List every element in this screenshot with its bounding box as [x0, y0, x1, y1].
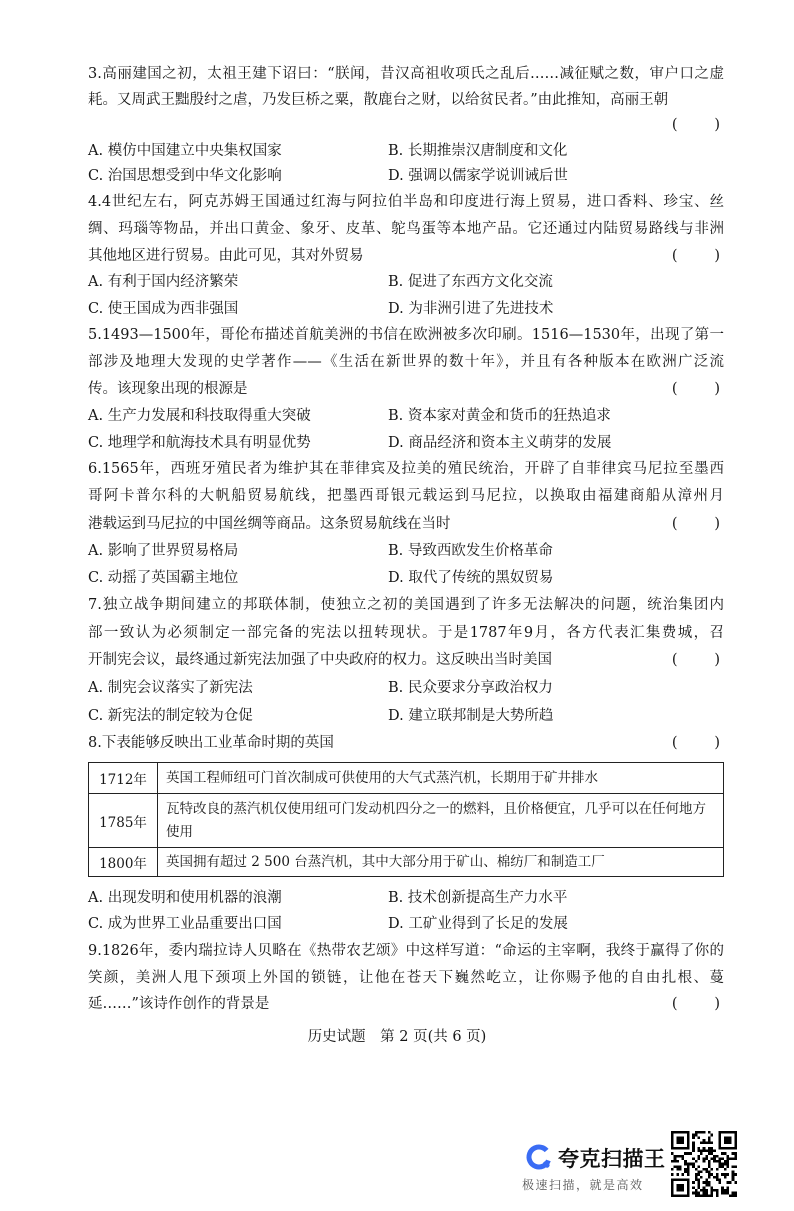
question-9 — [88, 938, 724, 1018]
option-d: D. 建立联邦制是大势所趋 — [388, 707, 554, 724]
question-stem-line: 港载运到马尼拉的中国丝绸等商品。这条贸易航线在当时 — [88, 515, 451, 532]
option-d: D. 工矿业得到了长足的发展 — [388, 916, 568, 932]
question-stem-line: 9.1826年，委内瑞拉诗人贝略在《热带农艺颂》中这样写道：“命运的主宰啊，我终于赢得了你的 — [88, 943, 724, 959]
option-b: B. 促进了东西方文化交流 — [388, 274, 553, 291]
question-stem-line: 8.下表能够反映出工业革命时期的英国 — [88, 735, 334, 751]
table-row — [89, 794, 724, 848]
answer-blank: ( ) — [671, 996, 720, 1013]
watermark-brand: 夸克扫描王 — [558, 1147, 666, 1171]
options-row — [88, 164, 724, 190]
question-6 — [88, 456, 724, 592]
answer-blank: ( ) — [671, 515, 720, 532]
option-b: B. 民众要求分享政治权力 — [388, 680, 553, 697]
question-stem-line: 3.高丽建国之初，太祖王建下诏曰：“朕闻，昔汉高祖收项氏之乱后……减征赋之数，审户口之虚 — [88, 66, 724, 82]
question-stem-line: 开制宪会议，最终通过新宪法加强了中央政府的权力。这反映出当时美国 — [88, 652, 552, 669]
question-stem-line: 笑颜，美洲人甩下颈项上外国的锁链，让他在苍天下巍然屹立，让你赐予他的自由扎根、蔓 — [88, 969, 724, 986]
question-stem-line: 6.1565年，西班牙殖民者为维护其在菲律宾及拉美的殖民统治，开辟了自菲律宾马尼拉至墨西 — [88, 461, 724, 477]
option-d: D. 取代了传统的黑奴贸易 — [388, 570, 554, 587]
option-b: B. 技术创新提高生产力水平 — [388, 890, 568, 906]
question-5 — [88, 322, 724, 457]
options-row — [88, 703, 724, 731]
options-row — [88, 269, 724, 296]
question-stem-line: 4.4世纪左右，阿克苏姆王国通过红海与阿拉伯半岛和印度进行海上贸易，进口香料、珍宝、丝 — [88, 194, 724, 210]
qr-code-icon — [671, 1131, 737, 1197]
option-a: A. 模仿中国建立中央集权国家 — [88, 142, 282, 159]
options-row — [88, 538, 724, 565]
answer-blank: ( ) — [671, 652, 720, 669]
option-d: D. 强调以儒家学说训诫后世 — [388, 168, 568, 185]
question-stem-line: 部一致认为必须制定一部完备的宪法以扭转现状。于是1787年9月，各方代表汇集费城，召 — [88, 624, 724, 641]
option-d: D. 商品经济和资本主义萌芽的发展 — [388, 435, 612, 451]
question-stem-line: 部涉及地理大发现的史学著作——《生活在新世界的数十年》，并且有各种版本在欧洲广泛流 — [88, 354, 724, 370]
question-stem-line: 绸、玛瑙等物品，并出口黄金、象牙、皮革、鸵鸟蛋等本地产品。它还通过内陆贸易路线与非洲 — [88, 220, 724, 237]
option-c: C. 成为世界工业品重要出口国 — [88, 916, 282, 932]
question-stem-line: 5.1493—1500年，哥伦布描述首航美洲的书信在欧洲被多次印刷。1516—1530年，出现了第一 — [88, 327, 724, 343]
options-row — [88, 911, 724, 937]
option-c: C. 治国思想受到中华文化影响 — [88, 168, 282, 185]
option-b: B. 导致西欧发生价格革命 — [388, 542, 553, 559]
options-row — [88, 139, 724, 165]
option-a: A. 出现发明和使用机器的浪潮 — [88, 890, 282, 906]
table-year-cell: 1800年 — [89, 848, 158, 877]
option-d: D. 为非洲引进了先进技术 — [388, 301, 554, 318]
answer-blank: ( ) — [671, 117, 720, 134]
option-c: C. 新宪法的制定较为仓促 — [88, 707, 253, 724]
option-c: C. 动摇了英国霸主地位 — [88, 570, 239, 587]
options-row — [88, 565, 724, 592]
option-c: C. 地理学和航海技术具有明显优势 — [88, 435, 311, 451]
table-event-cell: 英国工程师纽可门首次制成可供使用的大气式蒸汽机，长期用于矿井排水 — [158, 763, 724, 794]
quark-logo-icon — [524, 1142, 554, 1172]
watermark-slogan: 极速扫描，就是高效 — [522, 1178, 644, 1192]
option-a: A. 制宪会议落实了新宪法 — [88, 680, 253, 697]
answer-blank: ( ) — [671, 735, 720, 751]
table-event-cell: 英国拥有超过 2 500 台蒸汽机，其中大部分用于矿山、棉纺厂和制造工厂 — [158, 848, 724, 877]
answer-blank: ( ) — [671, 381, 720, 397]
question-stem-line: 耗。又周武王黜殷纣之虐，乃发巨桥之粟，散鹿台之财，以给贫民者。”由此推知，高丽王朝 — [88, 91, 669, 108]
table-row — [89, 763, 724, 794]
answer-blank: ( ) — [671, 247, 720, 264]
options-row — [88, 430, 724, 457]
steam-engine-table — [88, 762, 724, 877]
table-row — [89, 848, 724, 877]
table-year-cell: 1785年 — [89, 794, 158, 848]
question-stem-line: 传。该现象出现的根源是 — [88, 381, 248, 397]
question-stem-line: 延……”该诗作创作的背景是 — [88, 996, 270, 1013]
option-b: B. 资本家对黄金和货币的狂热追求 — [388, 408, 611, 424]
option-a: A. 生产力发展和科技取得重大突破 — [88, 408, 311, 424]
option-c: C. 使王国成为西非强国 — [88, 301, 239, 318]
question-3 — [88, 62, 724, 190]
options-row — [88, 885, 724, 911]
question-stem-line: 其他地区进行贸易。由此可见，其对外贸易 — [88, 247, 364, 264]
options-row — [88, 675, 724, 703]
option-a: A. 影响了世界贸易格局 — [88, 542, 239, 559]
option-a: A. 有利于国内经济繁荣 — [88, 274, 239, 291]
question-4 — [88, 189, 724, 323]
table-year-cell: 1712年 — [89, 763, 158, 794]
question-stem-line: 哥阿卡普尔科的大帆船贸易航线，把墨西哥银元载运到马尼拉，以换取由福建商船从漳州月 — [88, 488, 724, 505]
options-row — [88, 296, 724, 323]
page-footer: 历史试题 第 2 页(共 6 页) — [307, 1029, 487, 1045]
option-b: B. 长期推崇汉唐制度和文化 — [388, 142, 568, 159]
question-stem-line: 7.独立战争期间建立的邦联体制，使独立之初的美国遇到了许多无法解决的问题，统治集团内 — [88, 597, 724, 613]
table-event-cell: 瓦特改良的蒸汽机仅使用纽可门发动机四分之一的燃料，且价格便宜，几乎可以在任何地方使用 — [158, 794, 724, 848]
question-7 — [88, 592, 724, 730]
options-row — [88, 403, 724, 430]
question-8 — [88, 730, 724, 937]
